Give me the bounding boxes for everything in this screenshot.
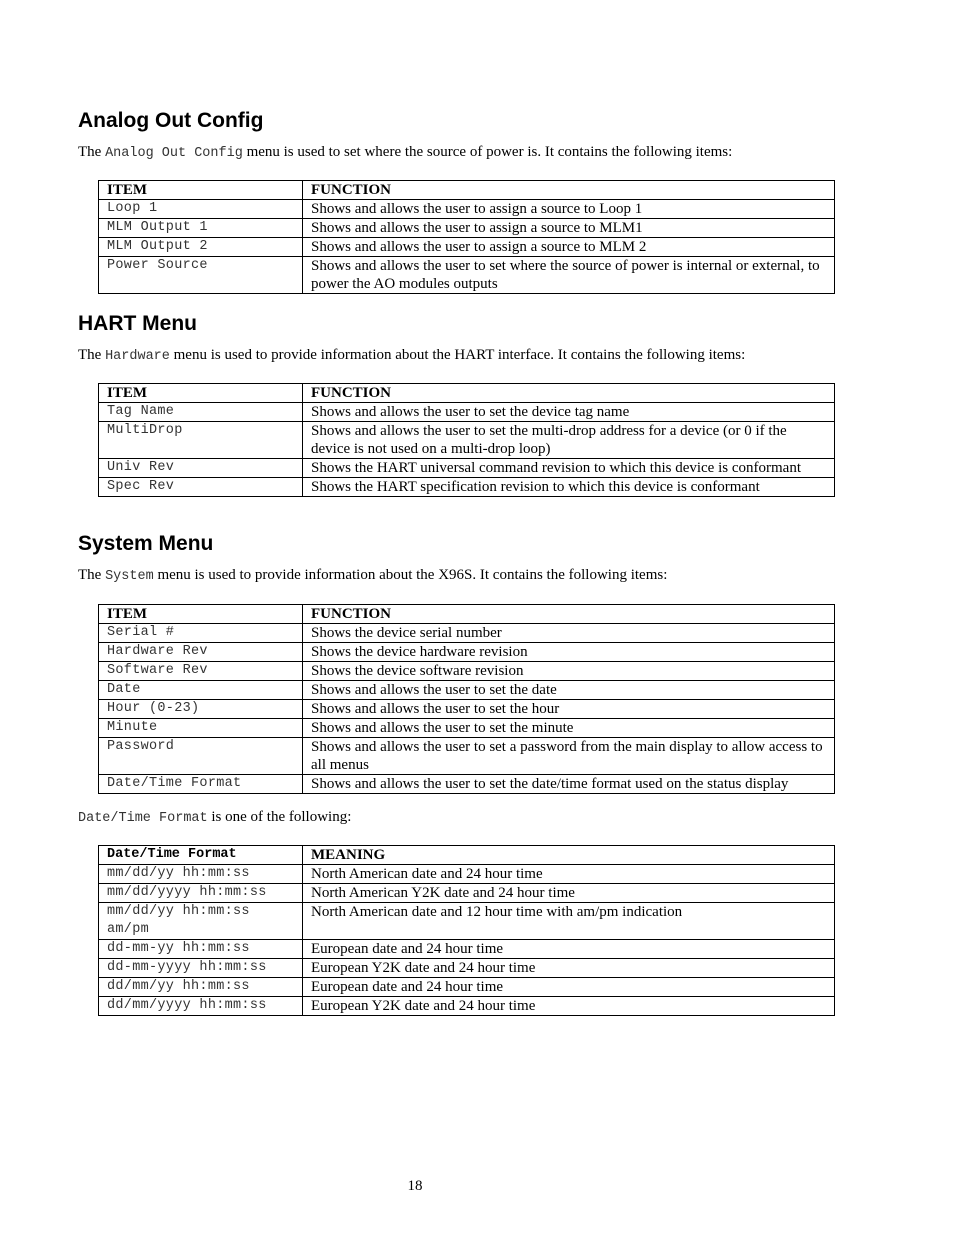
function-cell: Shows the HART universal command revision to which this device is conformant bbox=[303, 459, 835, 478]
function-cell: Shows and allows the user to assign a source to MLM1 bbox=[303, 219, 835, 238]
analog-out-config-table bbox=[98, 180, 835, 294]
format-cell: dd/mm/yy hh:mm:ss bbox=[99, 978, 303, 997]
intro-suffix: is one of the following: bbox=[207, 809, 352, 825]
item-cell: Univ Rev bbox=[99, 459, 303, 478]
function-cell: Shows and allows the user to set the device tag name bbox=[303, 403, 835, 422]
table-row bbox=[99, 940, 835, 959]
menu-name-code: System bbox=[105, 569, 154, 584]
table-row bbox=[99, 643, 835, 662]
meaning-cell: North American date and 24 hour time bbox=[303, 865, 835, 884]
meaning-cell: European Y2K date and 24 hour time bbox=[303, 959, 835, 978]
item-cell: Spec Rev bbox=[99, 478, 303, 497]
column-header-meaning: MEANING bbox=[303, 846, 835, 865]
format-cell: mm/dd/yyyy hh:mm:ss bbox=[99, 884, 303, 903]
function-cell: Shows and allows the user to set the minute bbox=[303, 719, 835, 738]
table-row bbox=[99, 959, 835, 978]
meaning-cell: European Y2K date and 24 hour time bbox=[303, 997, 835, 1016]
table-row bbox=[99, 884, 835, 903]
column-header-function: FUNCTION bbox=[303, 181, 835, 200]
intro-prefix: The bbox=[78, 347, 106, 363]
function-cell: Shows and allows the user to set the multi-drop address for a device (or 0 if the device is not used on a multi-drop loop) bbox=[303, 422, 835, 459]
column-header-format: Date/Time Format bbox=[99, 846, 303, 865]
item-cell: Software Rev bbox=[99, 662, 303, 681]
item-cell: MLM Output 2 bbox=[99, 238, 303, 257]
item-cell: Password bbox=[99, 738, 303, 775]
item-cell: Date bbox=[99, 681, 303, 700]
function-cell: Shows and allows the user to set the hour bbox=[303, 700, 835, 719]
table-row bbox=[99, 775, 835, 794]
system-menu-table bbox=[98, 604, 835, 794]
date-time-format-table bbox=[98, 845, 835, 1016]
table-row bbox=[99, 700, 835, 719]
table-row bbox=[99, 478, 835, 497]
table-header-row bbox=[99, 181, 835, 200]
format-cell: mm/dd/yy hh:mm:ss am/pm bbox=[99, 903, 303, 940]
table-row bbox=[99, 681, 835, 700]
item-cell: MLM Output 1 bbox=[99, 219, 303, 238]
menu-name-code: Hardware bbox=[105, 349, 170, 364]
item-cell: Hardware Rev bbox=[99, 643, 303, 662]
format-cell: dd/mm/yyyy hh:mm:ss bbox=[99, 997, 303, 1016]
meaning-cell: North American date and 12 hour time with am/pm indication bbox=[303, 903, 835, 940]
function-cell: Shows the device hardware revision bbox=[303, 643, 835, 662]
meaning-cell: North American Y2K date and 24 hour time bbox=[303, 884, 835, 903]
intro-prefix: The bbox=[78, 567, 106, 583]
hart-intro bbox=[78, 346, 745, 366]
item-cell: Loop 1 bbox=[99, 200, 303, 219]
meaning-cell: European date and 24 hour time bbox=[303, 978, 835, 997]
item-cell: MultiDrop bbox=[99, 422, 303, 459]
table-row bbox=[99, 903, 835, 940]
item-cell: Date/Time Format bbox=[99, 775, 303, 794]
column-header-item: ITEM bbox=[99, 605, 303, 624]
format-cell: dd-mm-yy hh:mm:ss bbox=[99, 940, 303, 959]
function-cell: Shows and allows the user to set where the source of power is internal or external, to power the AO modules outputs bbox=[303, 257, 835, 294]
function-cell: Shows the HART specification revision to which this device is conformant bbox=[303, 478, 835, 497]
function-cell: Shows the device serial number bbox=[303, 624, 835, 643]
function-cell: Shows and allows the user to set the date/time format used on the status display bbox=[303, 775, 835, 794]
table-row bbox=[99, 422, 835, 459]
table-header-row bbox=[99, 605, 835, 624]
table-row bbox=[99, 219, 835, 238]
system-intro bbox=[78, 566, 667, 586]
intro-suffix: menu is used to provide information about the HART interface. It contains the following items: bbox=[169, 347, 746, 363]
table-row bbox=[99, 997, 835, 1016]
table-row bbox=[99, 978, 835, 997]
page-number: 18 bbox=[407, 1178, 423, 1194]
section-heading-system-menu: System Menu bbox=[78, 532, 214, 555]
table-row bbox=[99, 624, 835, 643]
table-row bbox=[99, 865, 835, 884]
table-header-row bbox=[99, 846, 835, 865]
hart-menu-table bbox=[98, 383, 835, 497]
datetime-intro bbox=[78, 808, 351, 828]
column-header-item: ITEM bbox=[99, 181, 303, 200]
table-row bbox=[99, 738, 835, 775]
table-row bbox=[99, 238, 835, 257]
column-header-item: ITEM bbox=[99, 384, 303, 403]
section-heading-analog-out-config: Analog Out Config bbox=[78, 109, 264, 132]
section-heading-hart-menu: HART Menu bbox=[78, 312, 197, 335]
table-row bbox=[99, 662, 835, 681]
function-cell: Shows and allows the user to assign a source to MLM 2 bbox=[303, 238, 835, 257]
intro-suffix: menu is used to provide information about the X96S. It contains the following items: bbox=[153, 567, 668, 583]
table-row bbox=[99, 719, 835, 738]
analog-intro bbox=[78, 143, 732, 163]
item-cell: Tag Name bbox=[99, 403, 303, 422]
function-cell: Shows and allows the user to set the date bbox=[303, 681, 835, 700]
menu-name-code: Analog Out Config bbox=[105, 146, 243, 161]
item-cell: Power Source bbox=[99, 257, 303, 294]
function-cell: Shows the device software revision bbox=[303, 662, 835, 681]
table-row bbox=[99, 200, 835, 219]
function-cell: Shows and allows the user to set a password from the main display to allow access to all menus bbox=[303, 738, 835, 775]
function-cell: Shows and allows the user to assign a source to Loop 1 bbox=[303, 200, 835, 219]
format-cell: dd-mm-yyyy hh:mm:ss bbox=[99, 959, 303, 978]
intro-suffix: menu is used to set where the source of power is. It contains the following items: bbox=[242, 144, 733, 160]
column-header-function: FUNCTION bbox=[303, 605, 835, 624]
item-cell: Hour (0-23) bbox=[99, 700, 303, 719]
table-row bbox=[99, 459, 835, 478]
item-cell: Minute bbox=[99, 719, 303, 738]
meaning-cell: European date and 24 hour time bbox=[303, 940, 835, 959]
table-header-row bbox=[99, 384, 835, 403]
table-row bbox=[99, 257, 835, 294]
format-cell: mm/dd/yy hh:mm:ss bbox=[99, 865, 303, 884]
column-header-function: FUNCTION bbox=[303, 384, 835, 403]
item-cell: Serial # bbox=[99, 624, 303, 643]
menu-name-code: Date/Time Format bbox=[78, 811, 208, 826]
table-row bbox=[99, 403, 835, 422]
intro-prefix: The bbox=[78, 144, 106, 160]
